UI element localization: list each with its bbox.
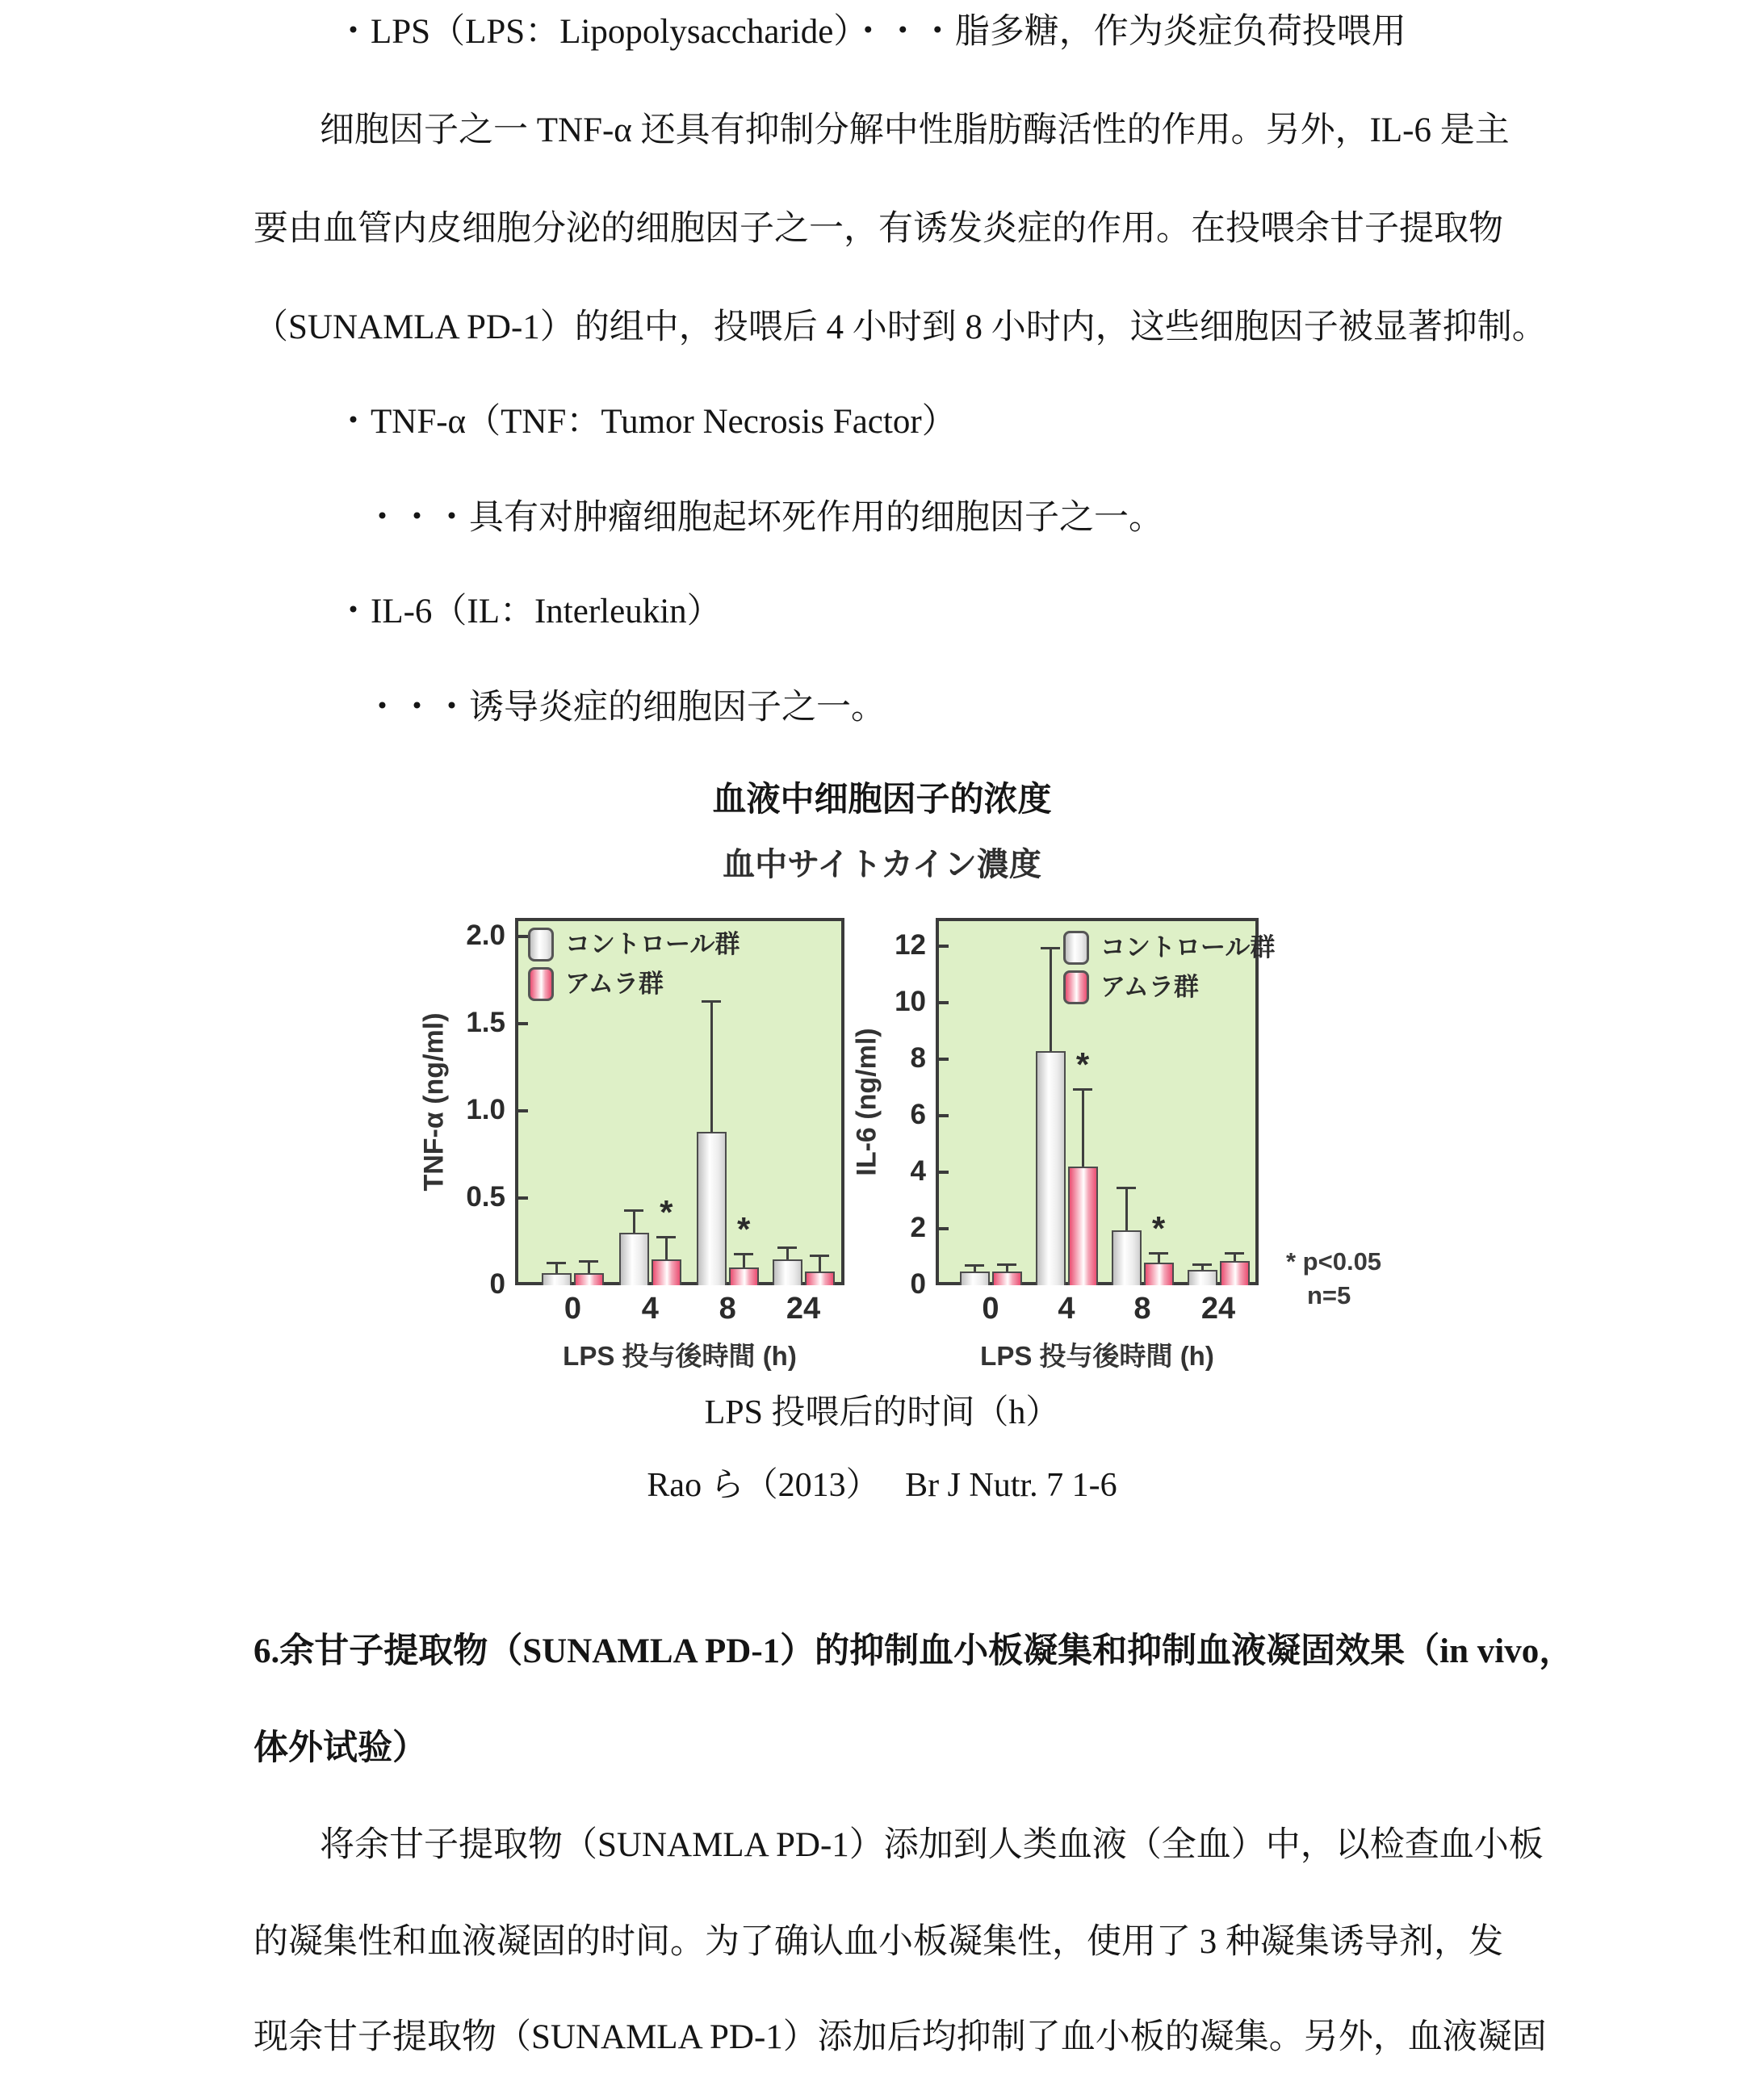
il6-chart	[851, 918, 1276, 1371]
y-axis-label: TNF-α (ng/ml)	[418, 1012, 450, 1192]
bar-control-group	[619, 1233, 649, 1285]
figure-title-jp: 血中サイトカイン濃度	[723, 847, 1041, 882]
bar-amla-group	[652, 1259, 681, 1285]
error-bar-line	[1201, 1266, 1204, 1270]
y-axis-tick	[936, 1227, 949, 1230]
error-bar-cap	[734, 1253, 753, 1255]
error-bar-line	[743, 1255, 745, 1267]
x-tick-label: 0	[564, 1292, 581, 1326]
error-bar-cap	[777, 1246, 797, 1249]
y-tick-label: 0.5	[466, 1181, 505, 1213]
error-bar-line	[665, 1238, 668, 1259]
y-tick-label: 0	[910, 1268, 926, 1300]
x-tick-label: 0	[982, 1292, 999, 1326]
y-tick-label: 8	[910, 1042, 926, 1074]
error-bar-line	[1158, 1255, 1160, 1263]
amla-swatch-icon	[528, 967, 554, 1001]
body-line-tnf: ・TNF-α（TNF：Tumor Necrosis Factor）	[336, 403, 957, 441]
y-tick-label: 12	[895, 929, 926, 961]
y-axis-label: IL-6 (ng/ml)	[851, 1027, 882, 1176]
error-bar-line	[1050, 949, 1052, 1051]
x-tick-label: 24	[786, 1292, 821, 1326]
legend-label: コントロール群	[1100, 933, 1276, 962]
error-bar-cap	[997, 1263, 1016, 1266]
y-axis-tick	[936, 1114, 949, 1117]
chart-legend	[528, 924, 740, 1003]
body-line-cytokine-3: （SUNAMLA PD-1）的组中，投喂后 4 小时到 8 小时内，这些细胞因子被显著抑制。	[253, 308, 1547, 346]
error-bar-cap	[579, 1260, 598, 1263]
bar-control-group	[960, 1272, 990, 1286]
x-tick-label: 8	[1133, 1292, 1151, 1326]
bar-control-group	[1188, 1270, 1217, 1285]
error-bar-cap	[1192, 1263, 1212, 1266]
legend-item-control	[528, 924, 740, 964]
x-tick-label: 4	[641, 1292, 659, 1326]
section6-heading-line1: 6.余甘子提取物（SUNAMLA PD-1）的抑制血小板凝集和抑制血液凝固效果（in vivo，	[253, 1632, 1574, 1670]
x-tick-label: 8	[719, 1292, 736, 1326]
x-tick-label: 4	[1058, 1292, 1075, 1326]
control-swatch-icon	[1063, 931, 1089, 965]
error-bar-line	[555, 1264, 558, 1273]
bar-amla-group	[1220, 1261, 1250, 1285]
error-bar-line	[710, 1003, 713, 1132]
error-bar-line	[588, 1263, 590, 1273]
error-bar-cap	[547, 1262, 566, 1264]
y-axis-tick	[515, 1022, 528, 1025]
tnf-alpha-chart	[418, 918, 844, 1371]
significance-star: *	[660, 1192, 673, 1231]
y-axis-tick	[515, 935, 528, 938]
y-tick-label: 4	[910, 1155, 926, 1187]
y-axis-tick	[936, 945, 949, 948]
section6-para-line3: 现余甘子提取物（SUNAMLA PD-1）添加后均抑制了血小板的凝集。另外，血液凝固	[253, 2018, 1547, 2056]
bar-amla-group	[1144, 1263, 1174, 1285]
bar-amla-group	[1068, 1167, 1098, 1285]
y-tick-label: 0	[489, 1268, 505, 1300]
error-bar-line	[1234, 1255, 1236, 1262]
bar-control-group	[1112, 1230, 1142, 1285]
error-bar-line	[786, 1249, 789, 1259]
body-line-lps: ・LPS（LPS：Lipopolysaccharide）・・・脂多糖，作为炎症负荷投喂用	[336, 13, 1406, 51]
legend-item-amla	[528, 964, 740, 1003]
error-bar-line	[1006, 1266, 1008, 1272]
error-bar-line	[633, 1212, 635, 1233]
error-bar-cap	[1073, 1088, 1092, 1091]
legend-item-amla	[1063, 967, 1275, 1007]
section6-heading-line2: 体外试验）	[253, 1729, 427, 1767]
error-bar-cap	[965, 1264, 984, 1267]
y-tick-label: 2.0	[466, 920, 505, 951]
figure-source-reference: Rao ら（2013） Br J Nutr. 7 1-6	[647, 1467, 1117, 1504]
error-bar-cap	[624, 1209, 643, 1212]
x-axis-label: LPS 投与後時間 (h)	[980, 1341, 1214, 1371]
bar-amla-group	[805, 1272, 835, 1285]
bar-amla-group	[992, 1272, 1022, 1286]
bar-control-group	[1036, 1051, 1066, 1286]
x-tick-label: 24	[1200, 1292, 1236, 1326]
bar-control-group	[697, 1132, 727, 1285]
body-line-il6-desc: ・・・诱导炎症的细胞因子之一。	[365, 689, 886, 727]
y-axis-tick	[515, 1109, 528, 1112]
legend-label: アムラ群	[565, 970, 664, 998]
significance-annotation	[1286, 1245, 1381, 1313]
chart-legend	[1063, 928, 1275, 1007]
body-line-cytokine-2: 要由血管内皮细胞分泌的细胞因子之一，有诱发炎症的作用。在投喂余甘子提取物	[253, 210, 1503, 248]
y-axis-tick	[515, 1196, 528, 1200]
annotation-n: n=5	[1307, 1281, 1351, 1309]
y-tick-label: 1.5	[466, 1007, 505, 1038]
y-axis-tick	[936, 1058, 949, 1061]
legend-label: コントロール群	[565, 930, 740, 958]
y-axis-tick	[936, 1001, 949, 1004]
y-tick-label: 6	[910, 1099, 926, 1130]
error-bar-line	[974, 1267, 976, 1271]
error-bar-cap	[656, 1236, 676, 1238]
annotation-pvalue: * p<0.05	[1286, 1247, 1382, 1276]
bar-control-group	[773, 1259, 802, 1285]
error-bar-line	[819, 1257, 821, 1271]
error-bar-cap	[810, 1255, 829, 1257]
error-bar-cap	[1117, 1187, 1136, 1189]
body-line-tnf-desc: ・・・具有对肿瘤细胞起坏死作用的细胞因子之一。	[365, 499, 1163, 537]
body-line-cytokine-1: 细胞因子之一 TNF-α 还具有抑制分解中性脂肪酶活性的作用。另外，IL-6 是主	[320, 111, 1510, 149]
section6-para-line2: 的凝集性和血液凝固的时间。为了确认血小板凝集性，使用了 3 种凝集诱导剂，发	[253, 1923, 1503, 1961]
control-swatch-icon	[528, 928, 554, 962]
error-bar-cap	[1225, 1252, 1244, 1255]
significance-star: *	[1075, 1045, 1090, 1083]
y-axis-tick	[936, 1171, 949, 1174]
body-line-il6: ・IL-6（IL：Interleukin）	[336, 593, 722, 631]
y-tick-label: 1.0	[466, 1094, 505, 1125]
amla-swatch-icon	[1063, 970, 1089, 1004]
x-axis-label: LPS 投与後時間 (h)	[563, 1341, 797, 1371]
error-bar-line	[1125, 1189, 1128, 1230]
figure-caption: LPS 投喂后的时间（h）	[704, 1394, 1060, 1431]
bar-amla-group	[574, 1273, 604, 1285]
error-bar-cap	[1041, 947, 1060, 949]
significance-star: *	[736, 1210, 751, 1249]
y-tick-label: 2	[910, 1212, 926, 1243]
error-bar-line	[1082, 1091, 1084, 1167]
bar-control-group	[542, 1273, 572, 1285]
y-tick-label: 10	[895, 986, 926, 1017]
figure-title-zh: 血液中细胞因子的浓度	[712, 781, 1052, 819]
legend-label: アムラ群	[1100, 973, 1199, 1001]
section6-para-line1: 将余甘子提取物（SUNAMLA PD-1）添加到人类血液（全血）中，以检查血小板	[320, 1826, 1544, 1864]
error-bar-cap	[1149, 1252, 1168, 1255]
legend-item-control	[1063, 928, 1275, 967]
significance-star: *	[1151, 1209, 1166, 1247]
bar-amla-group	[729, 1267, 759, 1285]
